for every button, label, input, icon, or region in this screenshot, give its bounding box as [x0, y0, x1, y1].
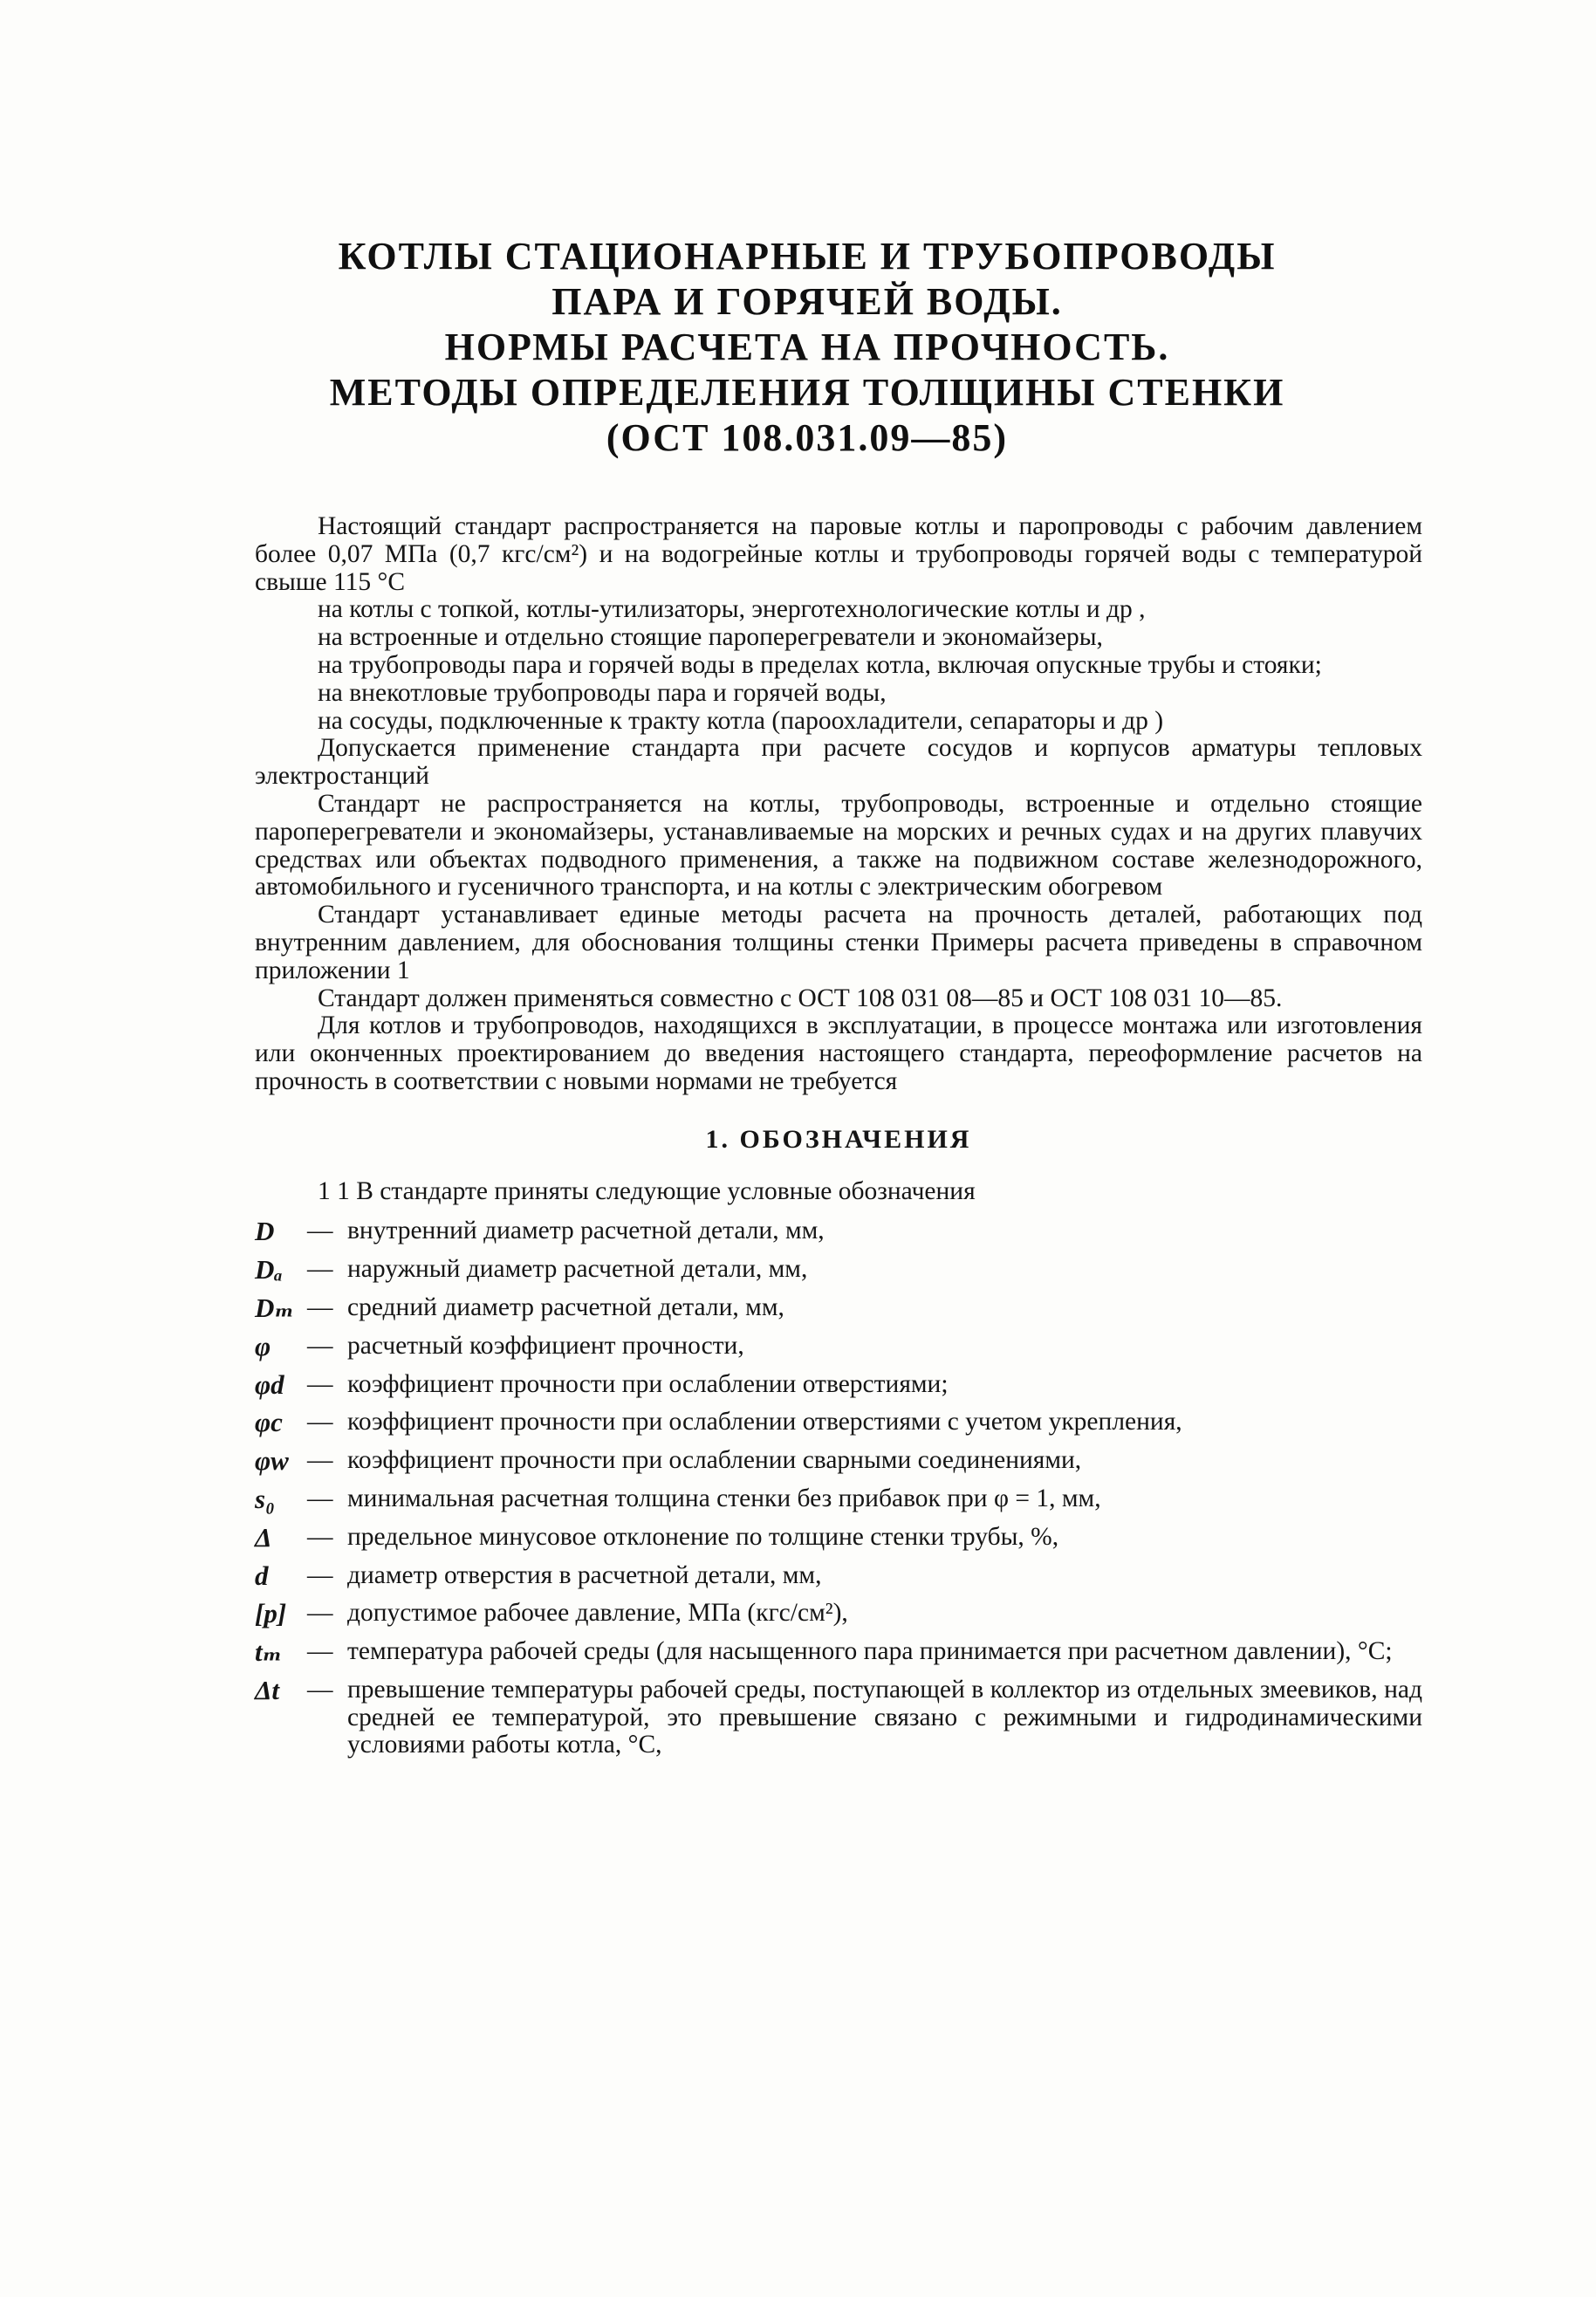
paragraph-scope-item: на сосуды, подключенные к тракту котла (пароохладители, сепараторы и др ) [318, 706, 1164, 735]
definition-item [255, 1447, 1422, 1475]
definition-item [255, 1368, 1422, 1400]
definition-dash: — [307, 1522, 333, 1551]
definition-symbol: d [255, 1560, 269, 1591]
section-heading: 1. ОБОЗНАЧЕНИЯ [705, 1124, 972, 1154]
paragraph-existing: Для котлов и трубопроводов, находящихся в эксплуатации, в процессе монтажа или изготовления или оконченных проектированием до введения настоящего стандарта, переоформление расчетов на прочность в соответствии с новыми нормами не требуется [255, 1011, 1422, 1095]
definition-text: внутренний диаметр расчетной детали, мм, [347, 1217, 825, 1245]
definition-text: температура рабочей среды (для насыщенного пара принимается при расчетном давлении), °С; [347, 1637, 1393, 1666]
definition-symbol: [p] [255, 1598, 287, 1629]
definition-symbol: Δ [255, 1521, 272, 1553]
definition-dash: — [307, 1369, 333, 1398]
definition-item [255, 1330, 1422, 1361]
definition-item [255, 1521, 1422, 1553]
paragraph-scope-item: на котлы с топкой, котлы-утилизаторы, энерготехнологические котлы и др , [318, 595, 1146, 624]
definition-text: минимальная расчетная толщина стенки без прибавок при φ = 1, мм, [347, 1484, 1101, 1512]
title-line-1: КОТЛЫ СТАЦИОНАРНЫЕ И ТРУБОПРОВОДЫ [338, 235, 1277, 278]
definition-dash: — [307, 1217, 333, 1245]
section-intro: 1 1 В стандарте приняты следующие условные обозначения [318, 1176, 976, 1205]
definition-text: коэффициент прочности при ослаблении отверстиями с учетом укрепления, [347, 1408, 1182, 1436]
definition-symbol: Dₐ [255, 1254, 283, 1286]
definition-text: наружный диаметр расчетной детали, мм, [347, 1255, 808, 1284]
definitions-list [255, 1217, 1422, 1759]
definition-symbol: tₘ [255, 1636, 283, 1668]
definition-text: коэффициент прочности при ослаблении отверстиями; [347, 1369, 949, 1398]
definition-text: расчетный коэффициент прочности, [347, 1331, 744, 1360]
paragraph-scope-item: на встроенные и отдельно стоящие пароперегреватели и экономайзеры, [318, 623, 1103, 652]
definition-dash: — [307, 1675, 333, 1704]
definition-symbol: φc [255, 1407, 283, 1438]
title-line-2: ПАРА И ГОРЯЧЕЙ ВОДЫ. [551, 280, 1063, 323]
paragraph-scope-item: на трубопроводы пара и горячей воды в пределах котла, включая опускные трубы и стояки; [318, 650, 1322, 679]
paragraph-methods: Стандарт устанавливает единые методы расчета на прочность деталей, работающих под внутренним давлением, для обоснования толщины стенки Примеры расчета приведены в справочном приложении 1 [255, 901, 1422, 984]
paragraph-joint-use: Стандарт должен применяться совместно с ОСТ 108 031 08—85 и ОСТ 108 031 10—85. [318, 984, 1283, 1012]
title-line-5: (ОСТ 108.031.09—85) [606, 416, 1009, 459]
definition-item [255, 1256, 1422, 1284]
definition-dash: — [307, 1331, 333, 1360]
definition-text: коэффициент прочности при ослаблении сварными соединениями, [347, 1446, 1082, 1475]
definition-item [255, 1562, 1422, 1590]
definition-dash: — [307, 1484, 333, 1512]
definition-dash: — [307, 1599, 333, 1628]
definition-symbol: D [255, 1216, 275, 1247]
definition-item [255, 1485, 1422, 1513]
paragraph-scope-item: на внекотловые трубопроводы пара и горячей воды, [318, 678, 887, 707]
definition-symbol: φ [255, 1330, 271, 1361]
definition-item [255, 1676, 1422, 1759]
definition-text: средний диаметр расчетной детали, мм, [347, 1292, 784, 1321]
definition-symbol: s₀ [255, 1483, 275, 1514]
paragraph-allowed: Допускается применение стандарта при расчете сосудов и корпусов арматуры тепловых электростанций [255, 734, 1422, 791]
definition-text: диаметр отверстия в расчетной детали, мм, [347, 1560, 822, 1589]
document-body [255, 513, 1422, 1770]
paragraph-scope: Настоящий стандарт распространяется на паровые котлы и паропроводы с рабочим давлением более 0,07 МПа (0,7 кгс/см²) и на водогрейные котлы и трубопроводы горячей воды с температурой свыше 115 °С [255, 512, 1422, 596]
definition-text: предельное минусовое отклонение по толщине стенки трубы, %, [347, 1522, 1059, 1551]
definition-symbol: φw [255, 1445, 289, 1477]
definition-item [255, 1600, 1422, 1628]
definition-item [255, 1638, 1422, 1666]
definition-dash: — [307, 1292, 333, 1321]
title-line-3: НОРМЫ РАСЧЕТА НА ПРОЧНОСТЬ. [444, 326, 1170, 368]
definition-dash: — [307, 1637, 333, 1666]
definition-symbol: Dₘ [255, 1292, 294, 1323]
definition-dash: — [307, 1560, 333, 1589]
definition-dash: — [307, 1255, 333, 1284]
definition-symbol: Δt [255, 1674, 280, 1705]
definition-dash: — [307, 1408, 333, 1436]
definition-text: превышение температуры рабочей среды, поступающей в коллектор из отдельных змеевиков, над средней ее температурой, это превышение связано с режимными и гидродинамическими условиями работы котла, °С, [347, 1675, 1422, 1759]
definition-symbol: φd [255, 1368, 284, 1400]
definition-dash: — [307, 1446, 333, 1475]
definition-item [255, 1217, 1422, 1245]
definition-text: допустимое рабочее давление, МПа (кгс/см²), [347, 1599, 848, 1628]
definition-item [255, 1409, 1422, 1436]
document-title [218, 234, 1396, 461]
title-line-4: МЕТОДЫ ОПРЕДЕЛЕНИЯ ТОЛЩИНЫ СТЕНКИ [329, 371, 1285, 414]
definition-item [255, 1294, 1422, 1322]
paragraph-exclusions: Стандарт не распространяется на котлы, трубопроводы, встроенные и отдельно стоящие пароперегреватели и экономайзеры, устанавливаемые на морских и речных судах и на других плавучих средствах или объектах подводного применения, а также на подвижном составе железнодорожного, автомобильного и гусеничного транспорта, и на котлы с электрическим обогревом [255, 789, 1422, 902]
